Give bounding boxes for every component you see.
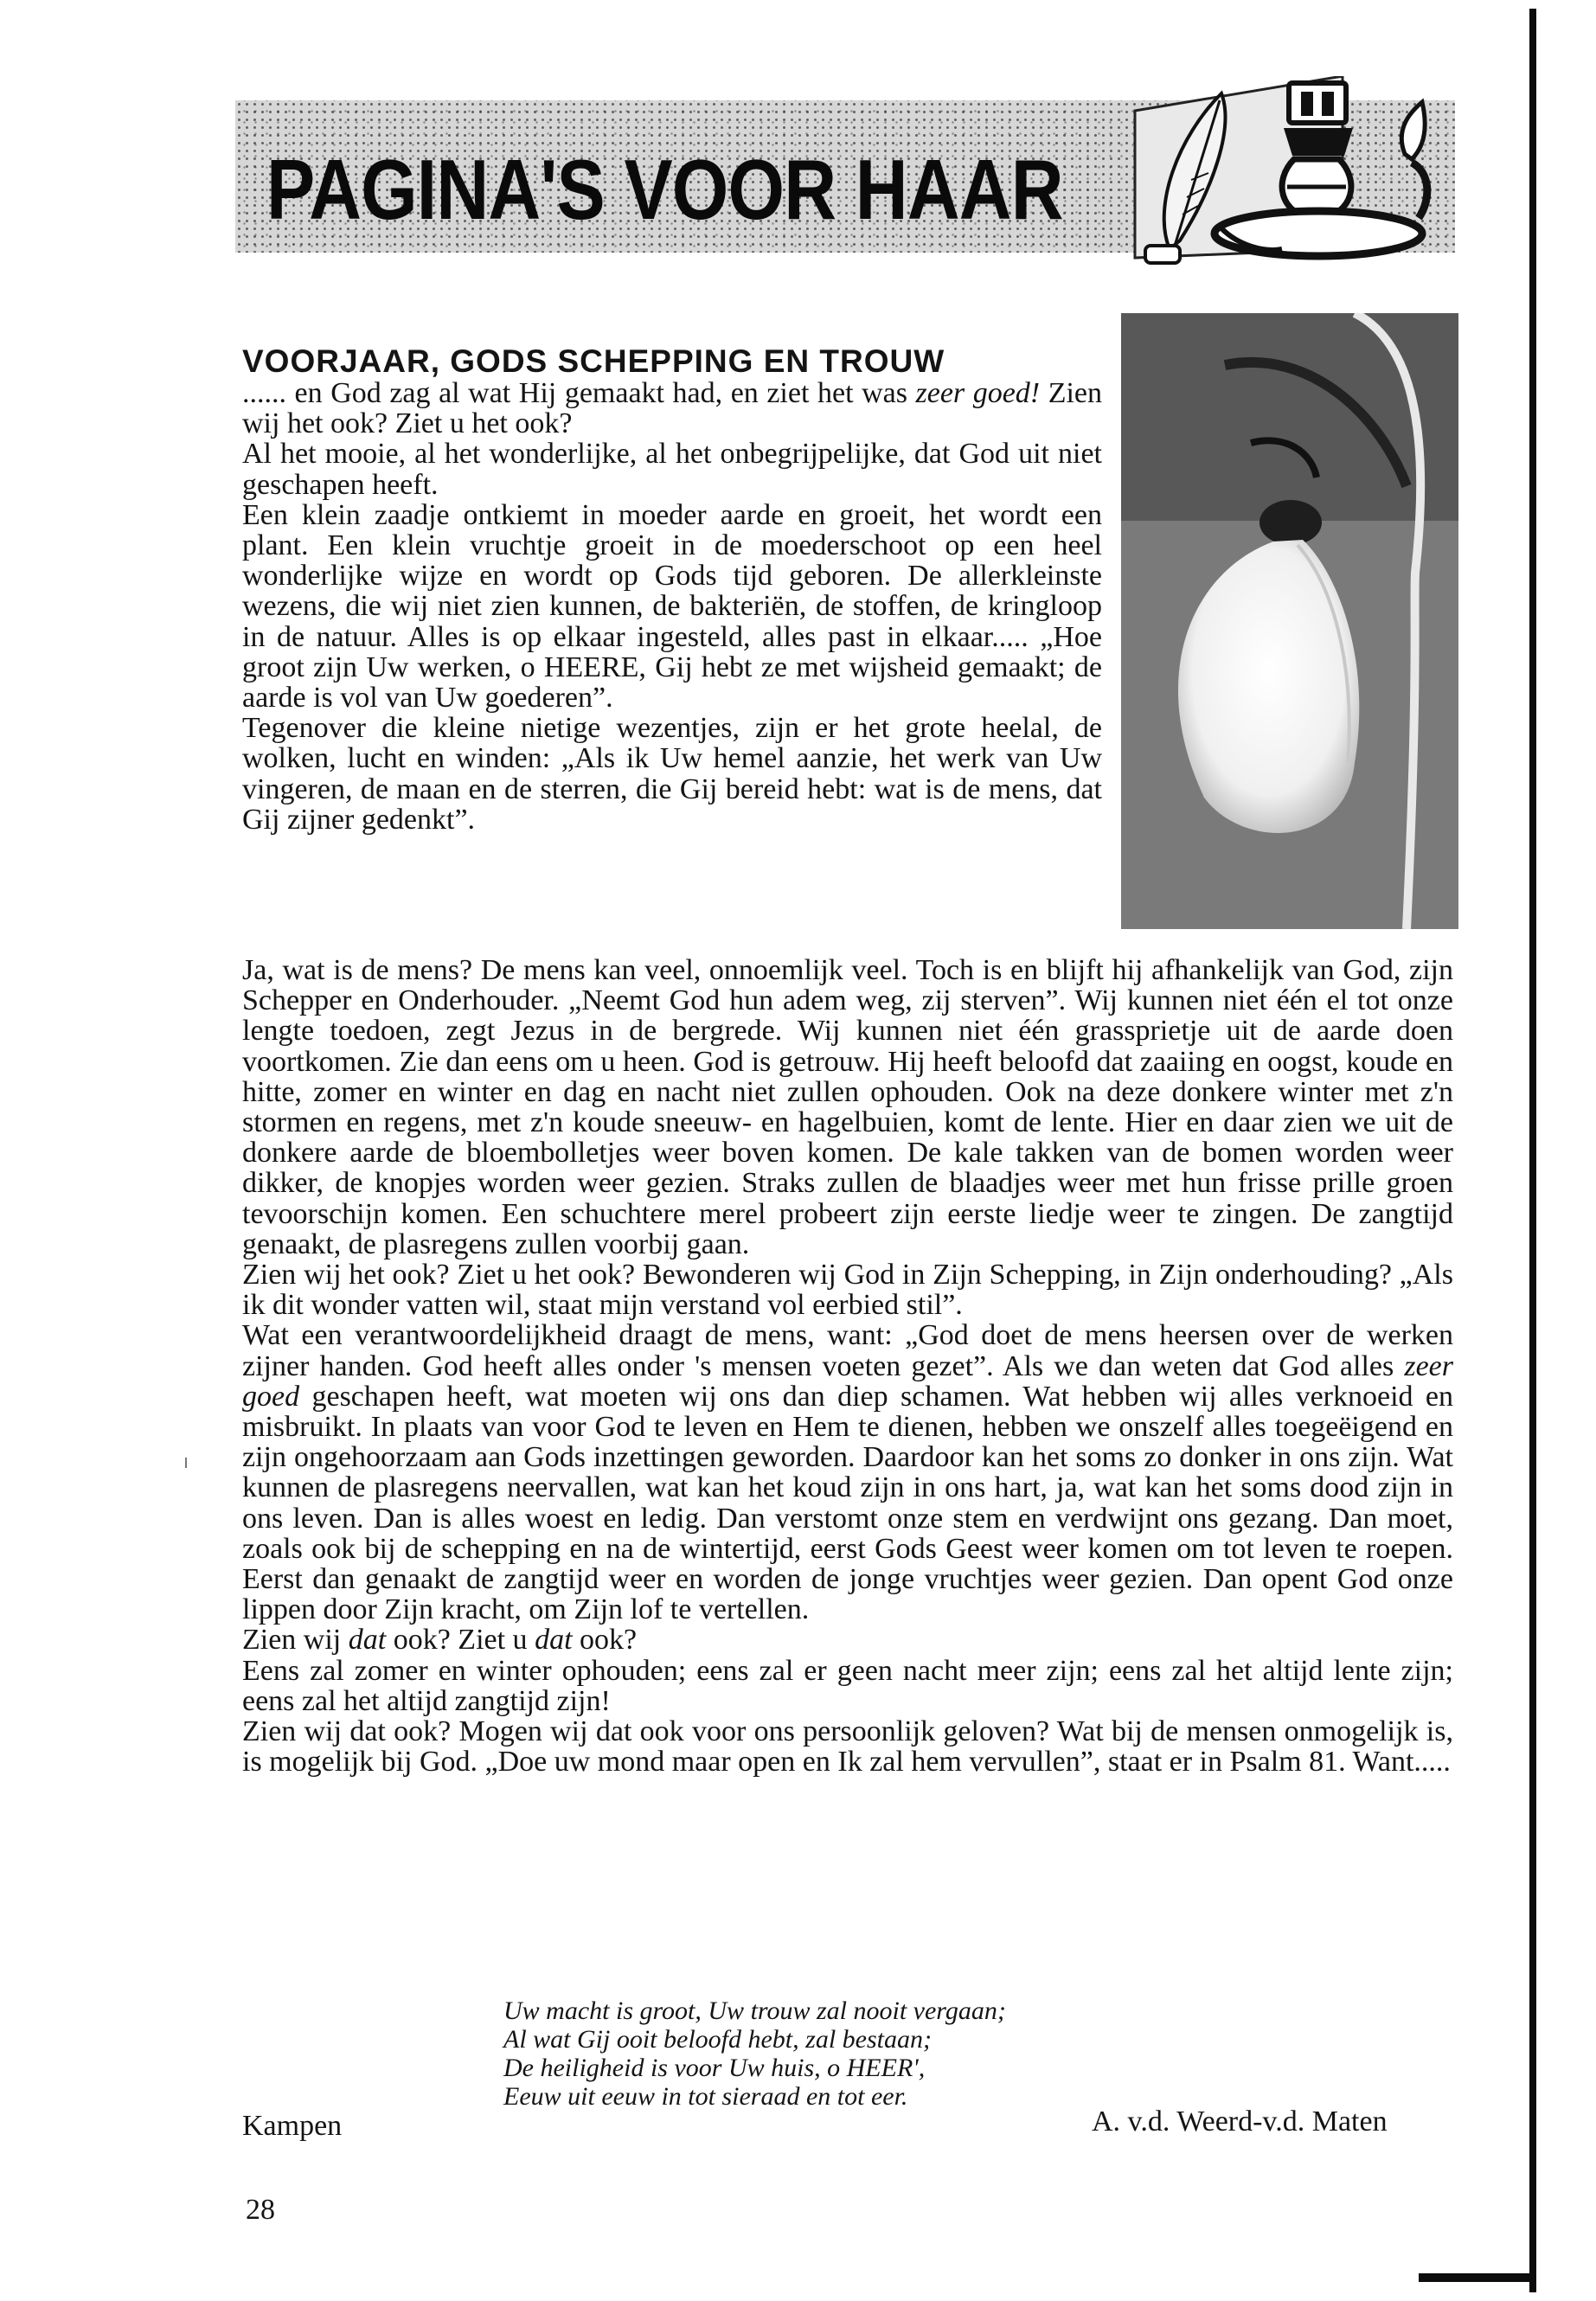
paragraph: Een klein zaadje ontkiemt in moeder aarde en groeit, het wordt een plant. Een klein vruchtje groeit in de moederschoot op een heel wonderlijke wijze en wordt op Gods tijd geboren. De allerkleinste wezens, die wij niet zien kunnen, de bakteriën, de stoffen, de kringloop in de natuur. Alles is op elkaar ingesteld, alles past in elkaar..... „Hoe groot zijn Uw werken, o HEERE, Gij hebt ze met wijsheid gemaakt; de aarde is vol van Uw goederen”. [242,498,1102,715]
paragraph: Al het mooie, al het wonderlijke, al het onbegrijpelijke, dat God uit niet geschapen heeft. [242,438,1102,501]
paragraph: Tegenover die kleine nietige wezentjes, zijn er het grote heelal, de wolken, lucht en winden: „Als ik Uw hemel aanzie, het werk van Uw vingeren, de maan en de sterren, die Gij bereid hebt: wat is de mens, dat Gij zijner gedenkt”. [242,712,1102,836]
page-edge-rule [1529,9,1536,2292]
page-bottom-rule [1419,2273,1536,2282]
article-title: VOORJAAR, GODS SCHEPPING EN TROUW [242,343,945,379]
intro-emphasis: zeer goed! [915,377,1041,409]
snowdrop-photo [1121,313,1458,929]
section-banner [235,76,1455,275]
poem-quote [503,1997,1195,2111]
article-text-top [242,378,1102,835]
article-text-main [242,955,1453,1777]
zeer-goed-emphasis: zeer goed [242,1349,1453,1413]
poem-line: De heiligheid is voor Uw huis, o HEER', [503,2054,926,2082]
scan-mark [185,1458,187,1468]
place-name: Kampen [242,2110,343,2142]
intro-lead: ...... en God zag al wat Hij gemaakt had, en ziet het was [242,377,916,409]
question-line: Zien wij dat ook? Ziet u dat ook? [242,1624,638,1657]
banner-title: PAGINA'S VOOR HAAR [266,142,1063,237]
paragraph: Zien wij dat ook? Mogen wij dat ook voor ons persoonlijk geloven? Wat bij de mensen onmogelijk is, is mogelijk bij God. „Doe uw mond maar open en Ik zal hem vervullen”, staat er in Psalm 81. Want..... [242,1715,1453,1779]
intro-paragraph [242,378,1102,439]
poem-line: Uw macht is groot, Uw trouw zal nooit vergaan; [503,1997,1006,2025]
paragraph: Eens zal zomer en winter ophouden; eens zal er geen nacht meer zijn; eens zal het altijd lente zijn; eens zal het altijd zangtijd zijn! [242,1654,1453,1717]
snowdrop-flower-icon [1121,313,1458,929]
poem-line: Eeuw uit eeuw in tot sieraad en tot eer. [503,2082,908,2111]
author-name: A. v.d. Weerd-v.d. Maten [1092,2106,1388,2138]
inkpot-icon [1145,246,1180,263]
responsibility-paragraph: Wat een verantwoordelijkheid draagt de mens, want: „God doet de mens heersen over de werken zijner handen. God heeft alles onder 's mensen voeten gezet”. Als we dan weten dat God alles zeer goed geschapen heeft, wat moeten wij ons dan diep schamen. Wat hebben wij alles verknoeid en misbruikt. In plaats van voor God te leven en Hem te dienen, hebben we onszelf alles toegeëigend en zijn ongehoorzaam aan Gods inzettingen geworden. Daardoor kan het soms zo donker in ons zijn. Wat kunnen de plasregens neervallen, wat kan het koud zijn in ons hart, ja, wat kan het soms dood zijn in ons leven. Dan is alles woest en ledig. Dan verstomt onze stem en verdwijnt ons gezang. Dan moet, zoals ook bij de schepping en na de wintertijd, eerst Gods Geest weer komen om tot leven te roepen. Eerst dan genaakt de zangtijd weer en worden de jonge vruchtjes weer gezien. Dan opent God onze lippen door Zijn kracht, om Zijn lof te vertellen. [242,1319,1453,1626]
page-number: 28 [246,2194,275,2226]
poem-line: Al wat Gij ooit beloofd hebt, zal bestaan; [503,2025,932,2054]
intro-questions: Zien wij het ook? Ziet u het ook? [242,377,1103,440]
paragraph: Ja, wat is de mens? De mens kan veel, onnoemlijk veel. Toch is en blijft hij afhankelijk van God, zijn Schepper en Onderhouder. „Neemt God hun adem weg, zij sterven”. Wij kunnen niet één el tot onze lengte toedoen, zegt Jezus in de bergrede. Wij kunnen niet één grassprietje uit de aarde doen voortkomen. Zie dan eens om u heen. God is getrouw. Hij heeft beloofd dat zaaiing en oogst, koude en hitte, zomer en winter en dag en nacht niet zullen ophouden. Ook na deze donkere winter met z'n stormen en regens, met z'n koude sneeuw- en hagelbuien, komt de lente. Hier en daar zien we uit de donkere aarde de bloembolletjes weer boven komen. De kale takken van de bomen worden weer dikker, de knopjes worden weer gezien. Straks zullen de blaadjes weer met hun frisse prille groen tevoorschijn komen. Een schuchtere merel probeert zijn eerste liedje weer te zingen. De zangtijd genaakt, de plasregens zullen voorbij gaan. [242,954,1453,1260]
paragraph: Zien wij het ook? Ziet u het ook? Bewonderen wij God in Zijn Schepping, in Zijn onderhouding? „Als ik dit wonder vatten wil, staat mijn verstand vol eerbied stil”. [242,1259,1453,1322]
banner-illustration [1083,76,1455,275]
